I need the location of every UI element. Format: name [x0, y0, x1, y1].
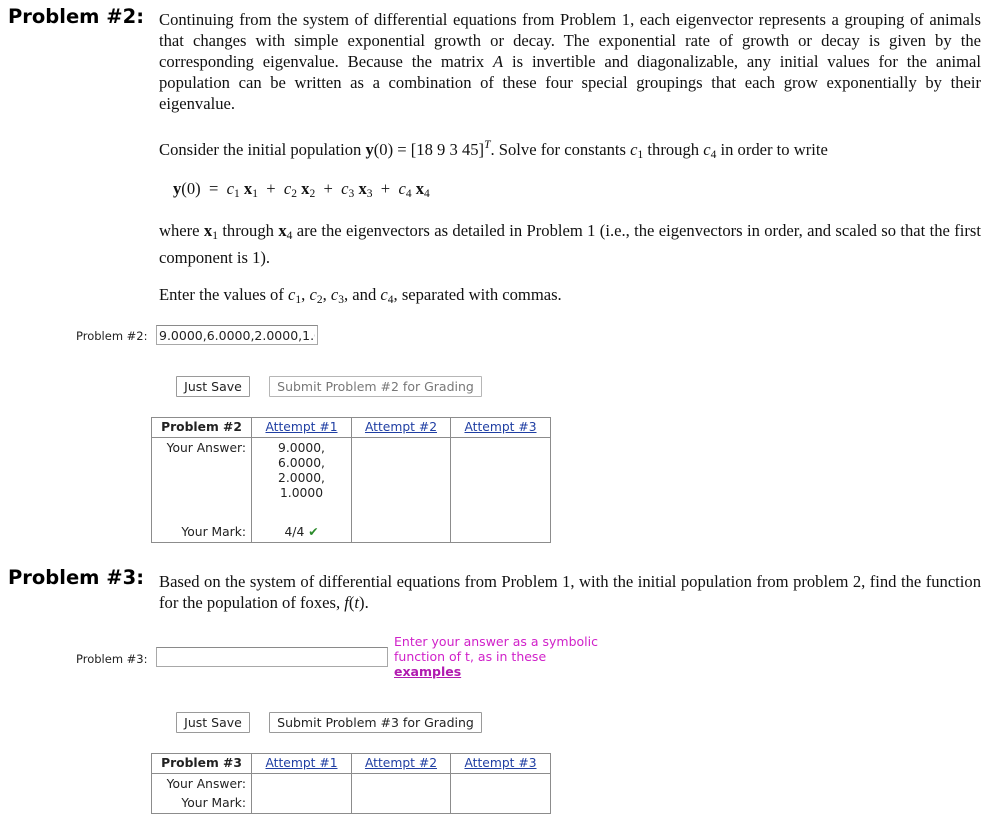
problem-3-mark-label: Your Mark:	[152, 794, 252, 814]
problem-2-answer-label: Your Answer:	[152, 438, 252, 523]
problem-2-input-label: Problem #2:	[76, 329, 148, 343]
problem-3-heading: Problem #3:	[8, 566, 144, 589]
problem-3-attempt-3-mark	[451, 794, 551, 814]
problem-2-attempt-3-mark	[451, 523, 551, 543]
problem-2-answer-input[interactable]	[156, 325, 318, 345]
problem-2-attempt-3-tab[interactable]: Attempt #3	[451, 418, 551, 438]
problem-3-attempt-1-answer	[252, 774, 352, 794]
problem-2-attempt-1-tab[interactable]: Attempt #1	[252, 418, 352, 438]
problem-2-paragraph-2: Consider the initial population y(0) = [18 9 3 45]$^T$. Solve for constants $c_1$ through $c_4$ in order to write	[159, 139, 828, 161]
problem-2-equation: $y(0) = c_1$ $x_1 + c_2$ $x_2 + c_3$ $x_3 + c_4$ $x_4$	[173, 179, 430, 200]
problem-2-attempt-2-tab[interactable]: Attempt #2	[352, 418, 451, 438]
problem-3-answer-input[interactable]	[156, 647, 388, 667]
problem-2-attempt-2-answer	[352, 438, 451, 523]
problem-3-paragraph-1: Based on the system of differential equations from Problem 1, with the initial population from problem 2, find the function for the population of foxes, f(t).	[159, 572, 981, 612]
problem-3-submit-button[interactable]: Submit Problem #3 for Grading	[269, 712, 482, 733]
problem-3-attempt-2-answer	[352, 774, 451, 794]
problem-2-paragraph-3: where $x_1$ through $x_4$ are the eigenvectors as detailed in Problem 1 (i.e., the eigenvectors in order, and scaled so that the first component is 1).	[159, 221, 981, 267]
problem-2-paragraph-1: Continuing from the system of differential equations from Problem 1, each eigenvector represents a grouping of animals that changes with simple exponential growth or decay. The exponential rate of growth or decay is given by the corresponding eigenvalue. Because the matrix A is invertible and diagonalizable, any initial values for the animal population can be written as a combination of these four special groupings that each grow exponentially by their eigenvalue.	[159, 10, 981, 113]
problem-2-attempt-3-answer	[451, 438, 551, 523]
problem-2-heading: Problem #2:	[8, 5, 144, 28]
problem-3-attempt-3-answer	[451, 774, 551, 794]
problem-2-attempts-table	[151, 417, 551, 543]
problem-2-just-save-button[interactable]: Just Save	[176, 376, 250, 397]
problem-3-attempt-2-tab[interactable]: Attempt #2	[352, 754, 451, 774]
problem-3-attempt-1-mark	[252, 794, 352, 814]
problem-2-mark-label: Your Mark:	[152, 523, 252, 543]
problem-3-attempt-3-tab[interactable]: Attempt #3	[451, 754, 551, 774]
problem-3-attempt-1-tab[interactable]: Attempt #1	[252, 754, 352, 774]
problem-3-table-title: Problem #3	[152, 754, 252, 774]
problem-3-just-save-button[interactable]: Just Save	[176, 712, 250, 733]
problem-3-hint: Enter your answer as a symbolic function of t, as in these examples	[394, 634, 598, 679]
problem-2-attempt-1-mark: 4/4 ✔	[252, 523, 352, 543]
problem-3-input-label: Problem #3:	[76, 652, 148, 666]
problem-2-paragraph-4: Enter the values of $c_1$, $c_2$, $c_3$, and $c_4$, separated with commas.	[159, 285, 562, 306]
problem-2-submit-button[interactable]: Submit Problem #2 for Grading	[269, 376, 482, 397]
problem-3-answer-label: Your Answer:	[152, 774, 252, 794]
problem-2-attempt-2-mark	[352, 523, 451, 543]
checkmark-icon: ✔	[308, 525, 319, 540]
problem-3-attempts-table	[151, 753, 551, 814]
problem-2-table-title: Problem #2	[152, 418, 252, 438]
problem-3-attempt-2-mark	[352, 794, 451, 814]
problem-2-attempt-1-answer: 9.0000, 6.0000, 2.0000, 1.0000	[252, 438, 352, 523]
examples-link[interactable]: examples	[394, 664, 462, 679]
